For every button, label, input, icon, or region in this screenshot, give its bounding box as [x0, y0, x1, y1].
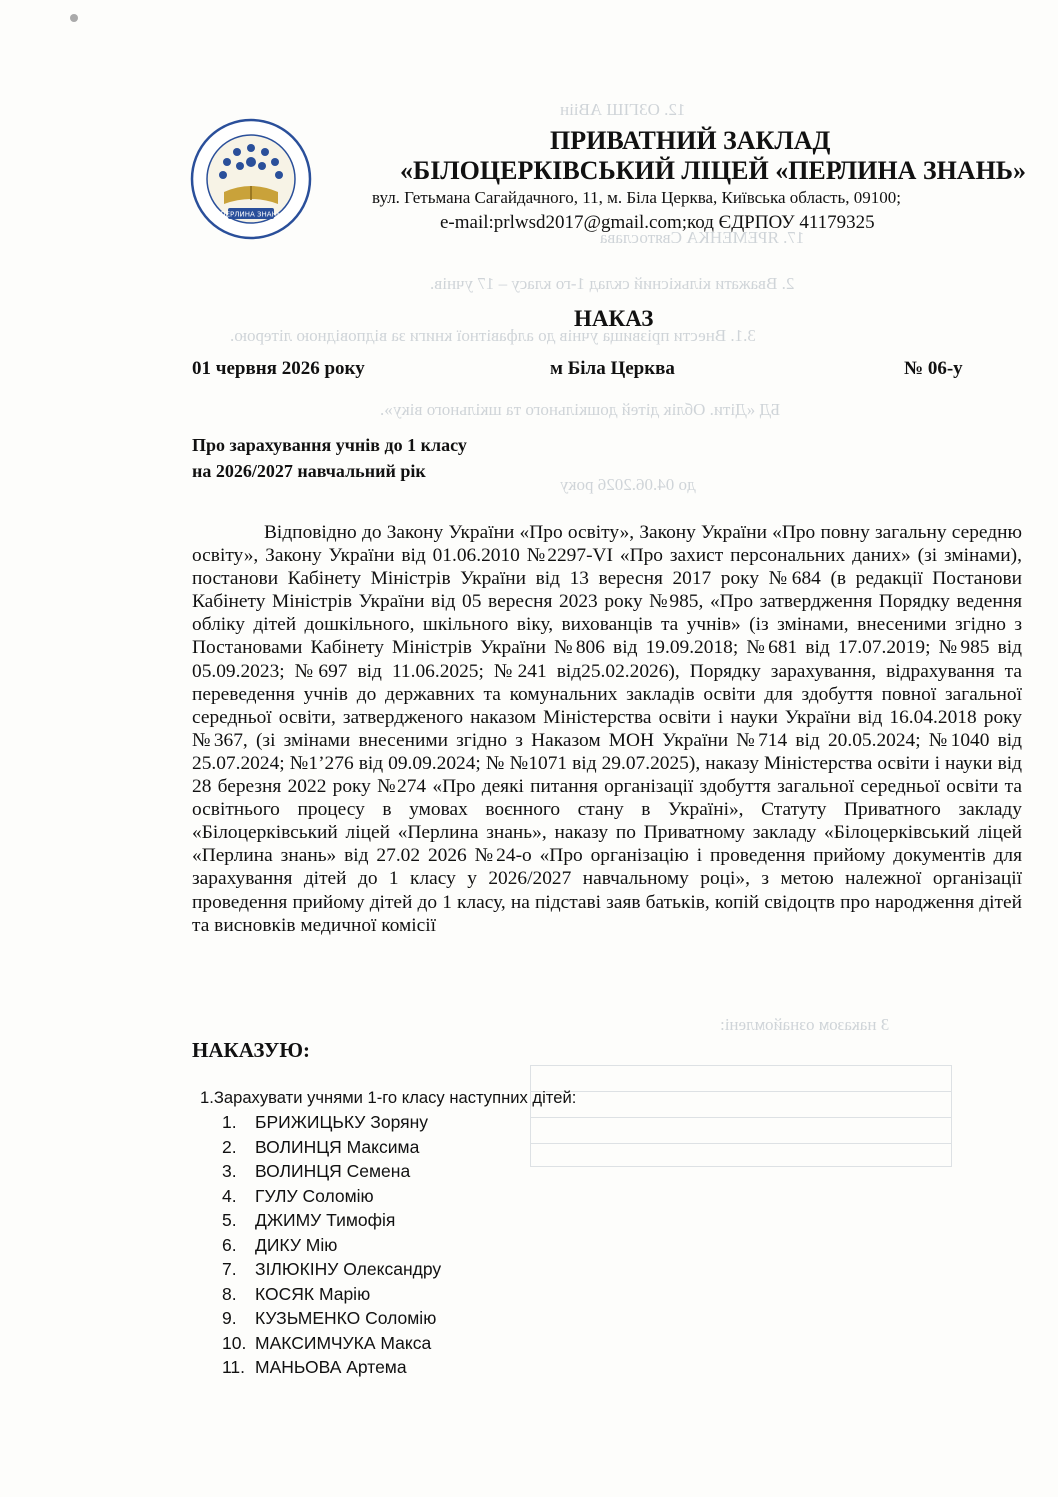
bleed-through-text: З наказом ознайомлені:: [720, 1015, 890, 1034]
child-name: МАНЬОВА Артема: [255, 1357, 407, 1377]
list-item: [222, 1208, 441, 1233]
child-name: ГУЛУ Соломію: [255, 1185, 374, 1206]
order-word: НАКАЗУЮ:: [192, 1038, 310, 1062]
title-line-1: ПРИВАТНИЙ ЗАКЛАД: [550, 126, 831, 155]
bleed-through-text: до 04.06.2026 року: [560, 475, 696, 494]
children-list: [222, 1110, 441, 1380]
list-item: [222, 1282, 441, 1307]
title-line-2: «БІЛОЦЕРКІВСЬКИЙ ЛІЦЕЙ «ПЕРЛИНА ЗНАНЬ»: [400, 156, 1026, 185]
list-item: [222, 1110, 441, 1135]
bleed-through-table: [530, 1065, 952, 1167]
bleed-through-text: 3.1. Внести прізвища учнів до алфавітної книги за відповідною літерою.: [230, 326, 756, 345]
bleed-through-text: 17. ЯРЕМЕНКА Святослава: [600, 228, 805, 247]
order-date: 01 червня 2026 року: [192, 358, 365, 379]
child-name: КУЗЬМЕНКО Соломію: [255, 1308, 437, 1328]
svg-text:ПЕРЛИНА ЗНАНЬ: ПЕРЛИНА ЗНАНЬ: [220, 210, 282, 219]
item-number: 10.: [222, 1332, 247, 1353]
child-name: КОСЯК Марію: [255, 1283, 371, 1304]
order-place: м Біла Церква: [550, 358, 675, 379]
school-address: вул. Гетьмана Сагайдачного, 11, м. Біла Церква, Київська область, 09100;: [372, 188, 901, 207]
subject-line-1: Про зарахування учнів до 1 класу: [192, 435, 467, 455]
list-item: [222, 1355, 441, 1380]
child-name: ВОЛИНЦЯ Семена: [255, 1161, 411, 1181]
document-heading: НАКАЗ: [574, 306, 654, 331]
child-name: ВОЛИНЦЯ Максима: [255, 1136, 420, 1157]
child-name: БРИЖИЦЬКУ Зоряну: [255, 1112, 429, 1132]
order-number: № 06-у: [904, 358, 963, 379]
item-number: 4.: [222, 1185, 237, 1206]
list-item: [222, 1257, 441, 1282]
list-item: [222, 1135, 441, 1160]
list-item: [222, 1159, 441, 1184]
child-name: ДИКУ Мію: [255, 1234, 338, 1255]
bleed-through-text: 2. Вважати кількісний склад 1-го класу – 17 учнів.: [430, 274, 795, 293]
item-number: 1.: [222, 1112, 237, 1132]
order-item-1: 1.Зарахувати учнями 1-го класу наступних дітей:: [200, 1088, 577, 1107]
bleed-through-text: 12. ОЗГІШ АВіін: [560, 100, 686, 119]
list-item: [222, 1331, 441, 1356]
school-logo: [190, 118, 312, 240]
item-number: 9.: [222, 1308, 237, 1328]
item-number: 2.: [222, 1136, 237, 1157]
list-item: [222, 1184, 441, 1209]
subject-line-2: на 2026/2027 навчальний рік: [192, 461, 426, 481]
bleed-through-text: БД «Діти. Облік дітей дошкільного та шкільного віку».: [380, 400, 781, 419]
item-number: 5.: [222, 1210, 237, 1230]
item-number: 3.: [222, 1161, 237, 1181]
item-number: 11.: [222, 1357, 246, 1377]
list-item: [222, 1233, 441, 1258]
list-item: [222, 1306, 441, 1331]
school-email-code: e-mail:prlwsd2017@gmail.com;код ЄДРПОУ 41179325: [440, 212, 875, 233]
order-subject: [192, 432, 467, 484]
item-number: 8.: [222, 1283, 237, 1304]
item-number: 7.: [222, 1259, 237, 1279]
item-number: 6.: [222, 1234, 237, 1255]
child-name: ЗІЛЮКІНУ Олександру: [255, 1259, 442, 1279]
child-name: ДЖИМУ Тимофія: [255, 1210, 396, 1230]
child-name: МАКСИМЧУКА Макса: [255, 1332, 432, 1353]
scan-speck: [70, 14, 78, 22]
order-preamble: Відповідно до Закону України «Про освіту», Закону України «Про повну загальну середню освіту», Закону України від 01.06.2010 №2297-VI «Про захист персональних даних» (зі змінами), постанови Кабінету Міністрів України від 13 вересня 2017 року №684 (в редакції Постанови Кабінету Міністрів України від 05 вересня 2023 року №985, «Про затвердження Порядку ведення обліку дітей дошкільного, шкільного віку, вихованців та учнів» (із змінами, внесеними згідно з Постановами Кабінету Міністрів України №806 від 19.09.2018; №681 від 17.07.2019; №985 від 05.09.2023; №697 від 11.06.2025; №241 від25.02.2026), Порядку зарахування, відрахування та переведення учнів до державних та комунальних закладів освіти для здобуття повної загальної середньої освіти, затвердженого наказом Міністерства освіти і науки України від 16.04.2018 року №367, (зі змінами внесеними згідно з Наказом МОН України №714 від 20.05.2024; №1040 від 25.07.2024; №1’276 від 09.09.2024; № №1071 від 29.07.2025), наказу Міністерства освіти і науки від 28 березня 2022 року №274 «Про деякі питання організації здобуття загальної середньої освіти та освітнього процесу в умовах воєнного стану в Україні», Статуту Приватного закладу «Білоцерківський ліцей «Перлина знань», наказу по Приватному закладу «Білоцерківський ліцей «Перлина знань» від 27.02 2026 №24-о «Про організацію і проведення прийому документів для зарахування дітей до 1 класу у 2026/2027 навчальному році», з метою належної організації проведення прийому дітей до 1 класу, на підставі заяв батьків, копій свідоцтв про народження дітей та висновків медичної комісії: [192, 522, 1022, 936]
